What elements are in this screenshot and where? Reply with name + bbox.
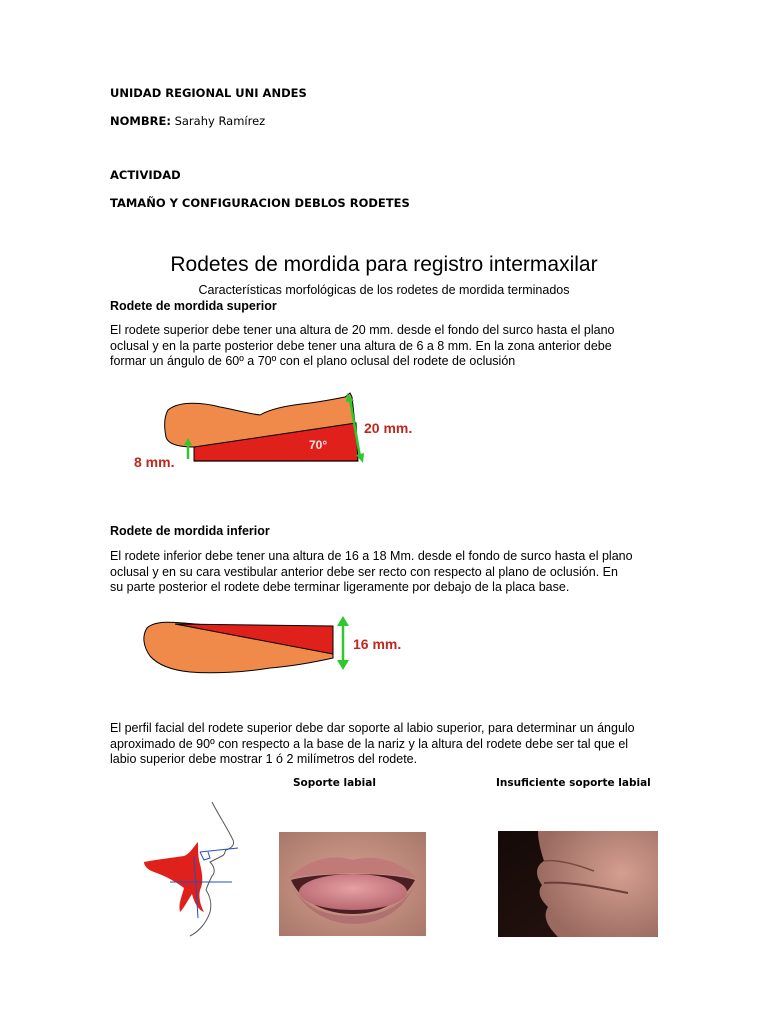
superior-paragraph [110, 323, 670, 370]
nombre-line [110, 114, 265, 128]
paragraph-line: El rodete inferior debe tener una altura de 16 a 18 Mm. desde el fondo de surco hasta el plano [110, 549, 633, 563]
tongue [299, 874, 407, 910]
arrow-16mm-head-bottom [337, 660, 349, 670]
paragraph-line: aproximado de 90º con respecto a la base de la nariz y la altura del rodete debe ser tal que el [110, 736, 629, 751]
label-70-degree: 70° [309, 438, 328, 452]
perfil-paragraph [110, 721, 670, 768]
label-16mm: 16 mm. [353, 636, 402, 652]
document-subtitle: Características morfológicas de los rodetes de mordida terminados [198, 283, 570, 297]
paragraph-line: formar un ángulo de 60º a 70º con el plano oclusal del rodete de oclusión [110, 354, 516, 368]
lower-rim-figure [135, 610, 425, 690]
tema-heading: TAMAÑO Y CONFIGURACION DEBLOS RODETES [110, 196, 410, 210]
nose-base-line [200, 848, 238, 852]
paragraph-line: El rodete superior debe tener una altura de 20 mm. desde el fondo del surco hasta el plano [110, 323, 615, 337]
paragraph-line: oclusal y en su cara vestibular anterior debe ser recto con respecto al plano de oclusión. En [110, 564, 618, 579]
lip-rim-box [200, 852, 210, 860]
caption-soporte-labial: Soporte labial [293, 777, 376, 789]
paragraph-line: labio superior debe mostrar 1 ó 2 milímetros del rodete. [110, 752, 418, 766]
document-title: Rodetes de mordida para registro intermaxilar [170, 253, 598, 276]
photo-insuficiente-soporte [498, 831, 658, 937]
inferior-heading: Rodete de mordida inferior [110, 524, 270, 538]
inferior-paragraph [110, 549, 670, 596]
photo-soporte-labial [279, 832, 426, 936]
arrow-16mm-head-top [337, 616, 349, 626]
nombre-label: NOMBRE: [110, 114, 171, 128]
superior-heading: Rodete de mordida superior [110, 299, 277, 313]
paragraph-line: su parte posterior el rodete debe terminar ligeramente por debajo de la placa base. [110, 580, 570, 594]
paragraph-line: El perfil facial del rodete superior debe dar soporte al labio superior, para determinar un ángulo [110, 721, 635, 735]
facial-profile-sketch [140, 800, 250, 940]
face-profile [537, 831, 658, 937]
paragraph-line: oclusal y en la parte posterior debe tener una altura de 6 a 8 mm. En la zona anterior debe [110, 338, 612, 353]
unidad-heading: UNIDAD REGIONAL UNI ANDES [110, 86, 307, 100]
label-8mm: 8 mm. [134, 454, 175, 470]
label-20mm: 20 mm. [364, 420, 413, 436]
upper-rim-figure [120, 385, 440, 480]
caption-insuficiente-soporte: Insuficiente soporte labial [496, 777, 651, 789]
nombre-value: Sarahy Ramírez [170, 114, 266, 128]
actividad-heading: ACTIVIDAD [110, 168, 181, 182]
